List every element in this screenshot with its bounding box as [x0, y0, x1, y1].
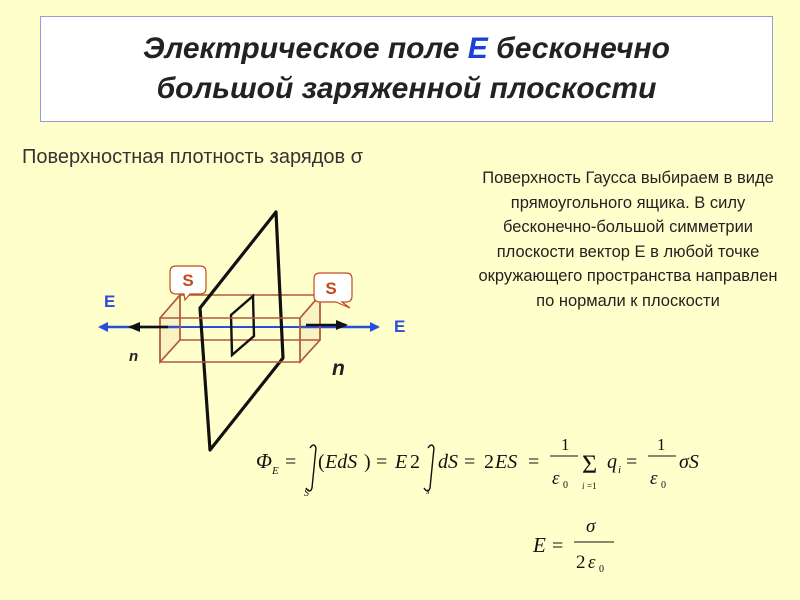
title-accent-e: Е: [467, 32, 488, 65]
svg-text:σ: σ: [586, 516, 596, 537]
svg-text:q: q: [607, 451, 617, 473]
svg-text:=1: =1: [587, 481, 597, 491]
e-label-right: E: [394, 317, 406, 336]
surface-density-label: Поверхностная плотность зарядов σ: [22, 146, 364, 168]
svg-text:ES: ES: [495, 451, 518, 473]
charged-plane: [200, 212, 283, 450]
gauss-box-right-face: [300, 295, 320, 362]
svg-text:i: i: [582, 481, 585, 491]
e-label-left: E: [104, 292, 116, 311]
svg-text:2: 2: [484, 451, 494, 473]
svg-text:=: =: [626, 451, 638, 473]
svg-text:=: =: [528, 451, 540, 473]
svg-text:ε: ε: [588, 552, 596, 573]
s-label-left: S: [182, 271, 194, 290]
title-line-2: большой заряженной плоскости: [156, 72, 657, 105]
svg-text:dS: dS: [438, 451, 458, 473]
flux-formula: [256, 435, 699, 499]
gauss-box-left-face: [160, 295, 180, 362]
svg-text:E: E: [272, 465, 279, 477]
svg-text:): ): [364, 451, 371, 473]
svg-text:EdS: EdS: [325, 451, 358, 473]
svg-text:=: =: [552, 535, 564, 557]
svg-text:Φ: Φ: [256, 449, 272, 473]
svg-text:i: i: [618, 464, 622, 476]
title-text-1b: бесконечно: [487, 32, 670, 65]
svg-text:0: 0: [563, 480, 568, 491]
svg-text:ε: ε: [552, 468, 560, 489]
title-text-1a: Электрическое поле: [143, 32, 468, 65]
svg-text:=: =: [464, 451, 476, 473]
svg-text:ε: ε: [650, 468, 658, 489]
svg-text:0: 0: [599, 564, 604, 575]
svg-text:σS: σS: [679, 451, 699, 473]
gauss-box-front: [160, 295, 320, 362]
svg-text:1: 1: [657, 435, 666, 454]
svg-text:S: S: [304, 488, 309, 499]
gauss-surface-description: Поверхность Гаусса выбираем в виде прямоугольного ящика. В силу бесконечно-большой симметрии плоскости вектор Е в любой точке окружающего пространства направлен по нормали к плоскости: [478, 169, 778, 310]
s-label-right: S: [325, 279, 337, 298]
normal-label-left: n: [129, 348, 139, 365]
field-formula: [532, 516, 614, 575]
svg-text:1: 1: [561, 435, 570, 454]
svg-text:2: 2: [410, 451, 420, 473]
svg-text:=: =: [285, 451, 297, 473]
svg-text:E: E: [395, 451, 408, 473]
svg-text:0: 0: [661, 480, 666, 491]
normal-label-right: n: [332, 357, 345, 380]
svg-text:(: (: [318, 451, 325, 473]
svg-text:2: 2: [576, 552, 586, 573]
svg-text:s: s: [426, 486, 430, 496]
svg-text:Σ: Σ: [582, 450, 598, 479]
svg-text:=: =: [376, 451, 388, 473]
plane-cross-section: [231, 296, 254, 355]
svg-text:E: E: [533, 533, 546, 557]
